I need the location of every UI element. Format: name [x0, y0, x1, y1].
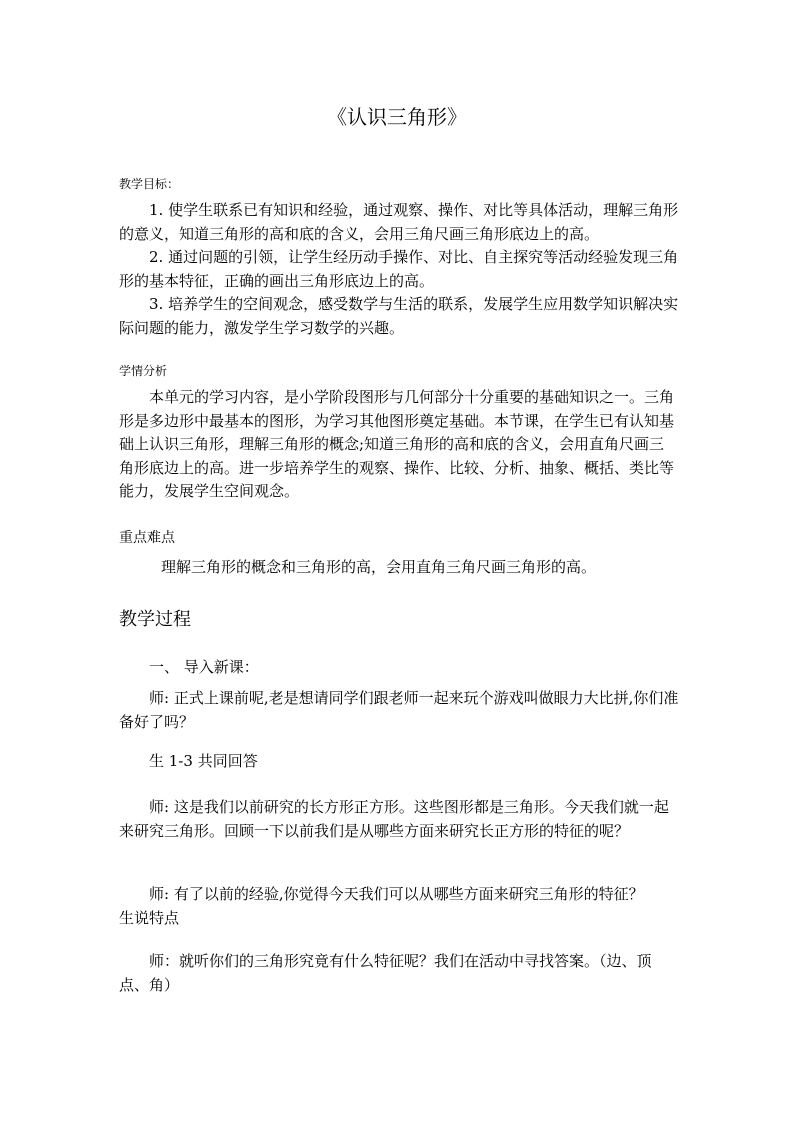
key-points-label: 重点难点 — [119, 530, 175, 546]
analysis-label: 学情分析 — [119, 364, 168, 378]
process-paragraph-1 — [119, 687, 679, 734]
key-points-text: 理解三角形的概念和三角形的高，会用直角三角尺画三角形的高。 — [161, 558, 597, 576]
section-1-title: 一、 导入新课： — [149, 658, 259, 676]
process-paragraph-2 — [119, 750, 679, 774]
objectives-label: 教学目标： — [119, 177, 180, 191]
key-points-block — [119, 556, 679, 580]
student-line-2: 生说特点 — [119, 908, 180, 927]
teacher-line-2: 师: 这是我们以前研究的长方形正方形。这些图形都是三角形。今天我们就一起来研究三角形。回顾一下以前我们是从哪些方面来研究长正方形的特征的呢？ — [119, 798, 669, 840]
objective-item-1: 1. 使学生联系已有知识和经验，通过观察、操作、对比等具体活动，理解三角形的意义，知道三角形的高和底的含义，会用三角尺画三角形底边上的高。 — [119, 201, 679, 243]
objectives-list — [119, 199, 679, 340]
student-line-1: 生 1-3 共同回答 — [149, 752, 258, 770]
objective-item-2: 2. 通过问题的引领，让学生经历动手操作、对比、自主探究等活动经验发现三角形的基本特征，正确的画出三角形底边上的高。 — [119, 248, 679, 290]
process-paragraph-5 — [119, 950, 679, 997]
page-title: 《认识三角形》 — [327, 105, 467, 129]
process-paragraph-3 — [119, 796, 679, 843]
objective-item-3: 3. 培养学生的空间观念，感受数学与生活的联系，发展学生应用数学知识解决实际问题的能力，激发学生学习数学的兴趣。 — [119, 295, 679, 337]
process-section-1 — [119, 656, 679, 680]
teacher-line-1: 师: 正式上课前呢,老是想请同学们跟老师一起来玩个游戏叫做眼力大比拼,你们准备好了吗？ — [119, 689, 679, 731]
analysis-block — [119, 386, 679, 504]
process-paragraph-4 — [119, 883, 679, 930]
process-heading: 教学过程 — [119, 609, 191, 630]
teacher-line-4: 师：就听你们的三角形究竟有什么特征呢？我们在活动中寻找答案。（边、顶点、角） — [119, 952, 652, 994]
analysis-text: 本单元的学习内容，是小学阶段图形与几何部分十分重要的基础知识之一。三角形是多边形中最基本的图形，为学习其他图形奠定基础。本节课，在学生已有认知基础上认识三角形，理解三角形的概念;知道三角形的高和底的含义，会用直角尺画三角形底边上的高。进一步培养学生的观察、操作、比较、分析、抽象、概括、类比等能力，发展学生空间观念。 — [119, 388, 675, 500]
teacher-line-3: 师: 有了以前的经验,你觉得今天我们可以从哪些方面来研究三角形的特征？ — [149, 885, 644, 903]
